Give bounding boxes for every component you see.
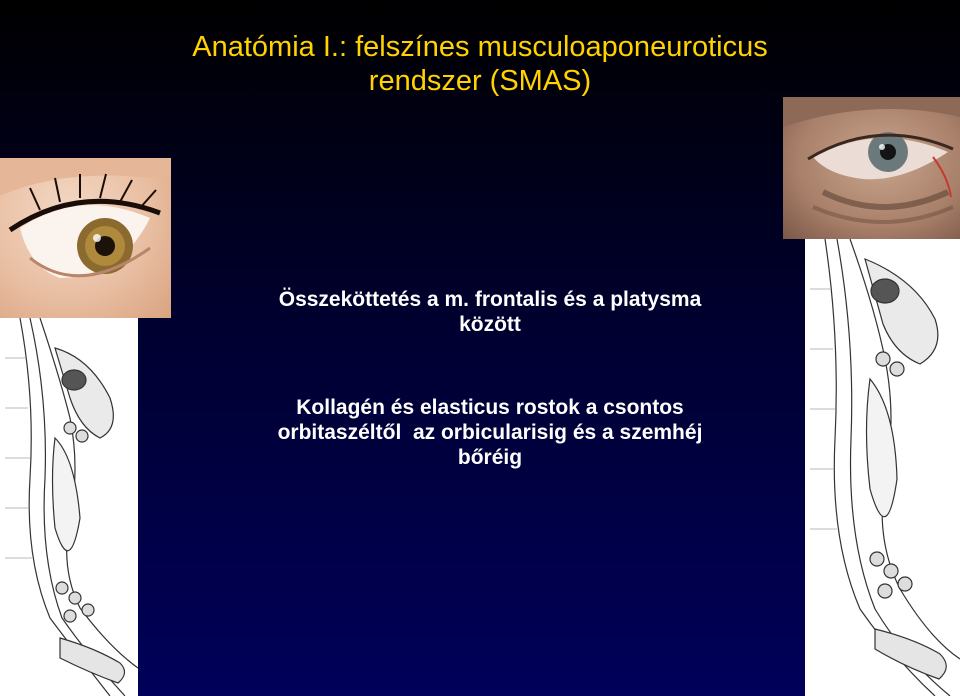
fibers-line-1: Kollagén és elasticus rostok a csontos: [296, 396, 684, 419]
slide-title: [0, 30, 960, 98]
connection-line-1: Összeköttetés a m. frontalis és a platysma: [278, 288, 702, 311]
connection-line-2: között: [459, 313, 521, 336]
left-anatomy-diagram: [0, 318, 138, 696]
title-line-1: Anatómia I.: felszínes musculoaponeuroticus: [192, 31, 768, 63]
fibers-paragraph: [210, 395, 770, 470]
fibers-line-3: bőréig: [457, 446, 523, 469]
right-anatomy-diagram: [805, 239, 960, 696]
title-line-2: rendszer (SMAS): [368, 65, 592, 97]
young-eye-photo: [0, 158, 171, 318]
fibers-line-2: orbitaszéltől az orbicularisig és a szemhéj: [277, 421, 703, 444]
aged-eye-photo: [783, 97, 960, 239]
connection-paragraph: [180, 287, 800, 337]
